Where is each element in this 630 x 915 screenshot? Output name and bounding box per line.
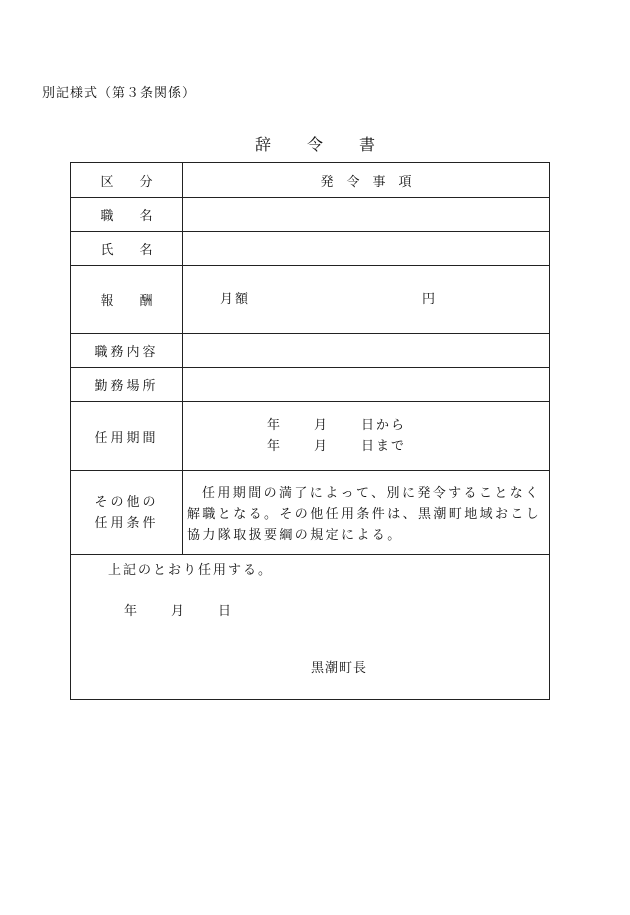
title-char-3: 書: [359, 135, 376, 154]
period-to-month: 月: [314, 439, 328, 454]
position-value: [183, 198, 549, 231]
remuneration-label: 報酬: [100, 294, 179, 309]
date-day: 日: [218, 604, 232, 619]
issuer-name: 黒潮町長: [311, 661, 368, 676]
other-conditions-label-cell: [71, 471, 182, 554]
monthly-label: 月額: [220, 292, 251, 307]
appointment-table: [70, 162, 550, 700]
period-label: 任用期間: [94, 430, 159, 446]
duties-label-cell: [71, 334, 182, 367]
workplace-label: 勤務場所: [94, 379, 159, 394]
issue-date: [124, 600, 231, 619]
other-conditions-label: [94, 492, 158, 534]
period-from-day: 日から: [361, 418, 407, 433]
workplace-value: [183, 368, 549, 401]
workplace-label-cell: [71, 368, 182, 401]
header-label: 区分: [100, 174, 179, 190]
remuneration-label-cell: [71, 266, 182, 333]
date-year: 年: [124, 604, 138, 619]
appointment-statement: 上記のとおり任用する。: [108, 563, 274, 578]
name-label: 氏名: [100, 243, 179, 258]
form-label: 別記様式（第３条関係）: [42, 86, 197, 101]
header-value: 発令事項: [320, 174, 425, 190]
duties-label: 職務内容: [94, 345, 159, 360]
document-title: [0, 132, 630, 155]
period-from-month: 月: [314, 418, 328, 433]
header-label-cell: [71, 163, 182, 197]
other-conditions-label-line1: その他の: [94, 494, 159, 510]
title-char-2: 令: [306, 135, 323, 154]
period-label-cell: [71, 402, 182, 470]
period-to-year: 年: [267, 439, 281, 454]
position-label-cell: [71, 198, 182, 231]
row-divider: [71, 554, 549, 555]
title-char-1: 辞: [254, 135, 271, 154]
other-conditions-text: 任用期間の満了によって、別に発令することなく解職となる。その他任用条件は、黒潮町地域おこし協力隊取扱要綱の規定による。: [187, 486, 542, 543]
date-month: 月: [171, 604, 185, 619]
position-label: 職名: [100, 209, 179, 224]
duties-value: [183, 334, 549, 367]
other-conditions-label-line2: 任用条件: [94, 515, 159, 531]
yen-label: 円: [422, 292, 436, 307]
name-value: [183, 232, 549, 265]
period-to-day: 日まで: [361, 439, 407, 454]
period-from-year: 年: [267, 418, 281, 433]
name-label-cell: [71, 232, 182, 265]
